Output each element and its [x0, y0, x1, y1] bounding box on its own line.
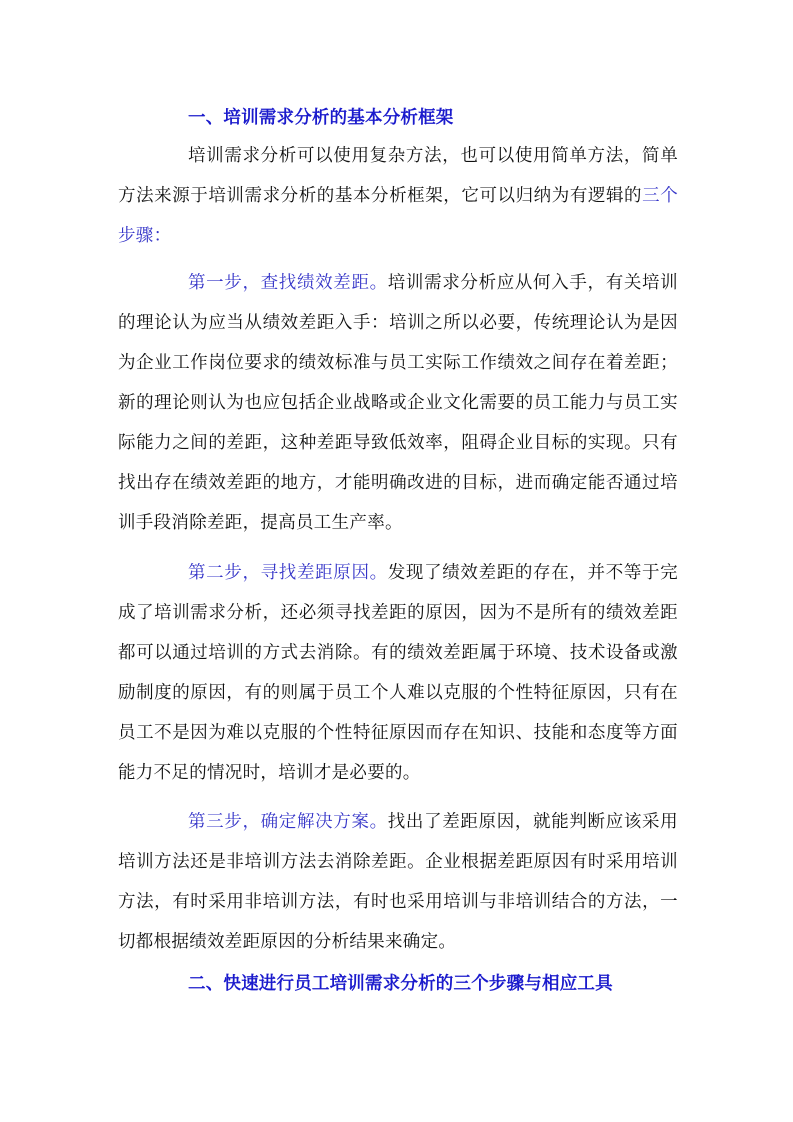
step-1-body: 培训需求分析应从何入手，有关培训的理论认为应当从绩效差距入手：培训之所以必要，传统理论认为是因为企业工作岗位要求的绩效标准与员工实际工作绩效之间存在着差距；新的理论则认为也应包括企业战略或企业文化需要的员工能力与员工实际能力之间的差距，这种差距导致低效率，阻碍企业目标的实现。只有找出存在绩效差距的地方，才能明确改进的目标，进而确定能否通过培训手段消除差距，提高员工生产率。: [118, 273, 678, 533]
step-3-body: 找出了差距原因，就能判断应该采用培训方法还是非培训方法去消除差距。企业根据差距原因有时采用培训方法，有时采用非培训方法，有时也采用培训与非培训结合的方法，一切都根据绩效差距原因的分析结果来确定。: [118, 812, 678, 952]
step-3-paragraph: [118, 802, 678, 962]
step-2-paragraph: [118, 553, 678, 793]
step-1-paragraph: [118, 263, 678, 543]
intro-highlight: 三个步骤：: [118, 186, 678, 246]
step-2-label: 第二步，寻找差距原因。: [188, 563, 388, 583]
step-2-body: 发现了绩效差距的存在，并不等于完成了培训需求分析，还必须寻找差距的原因，因为不是所有的绩效差距都可以通过培训的方式去消除。有的绩效差距属于环境、技术设备或激励制度的原因，有的则属于员工个人难以克服的个性特征原因，只有在员工不是因为难以克服的个性特征原因而存在知识、技能和态度等方面能力不足的情况时，培训才是必要的。: [118, 563, 678, 783]
section-1-heading: 一、培训需求分析的基本分析框架: [188, 108, 454, 128]
intro-text: 培训需求分析可以使用复杂方法，也可以使用简单方法，简单方法来源于培训需求分析的基本分析框架，它可以归纳为有逻辑的: [118, 146, 678, 206]
step-3-label: 第三步，确定解决方案。: [188, 812, 388, 832]
section-2-heading: 二、快速进行员工培训需求分析的三个步骤与相应工具: [188, 974, 613, 994]
intro-paragraph: [118, 136, 678, 256]
step-1-label: 第一步，查找绩效差距。: [188, 273, 388, 293]
